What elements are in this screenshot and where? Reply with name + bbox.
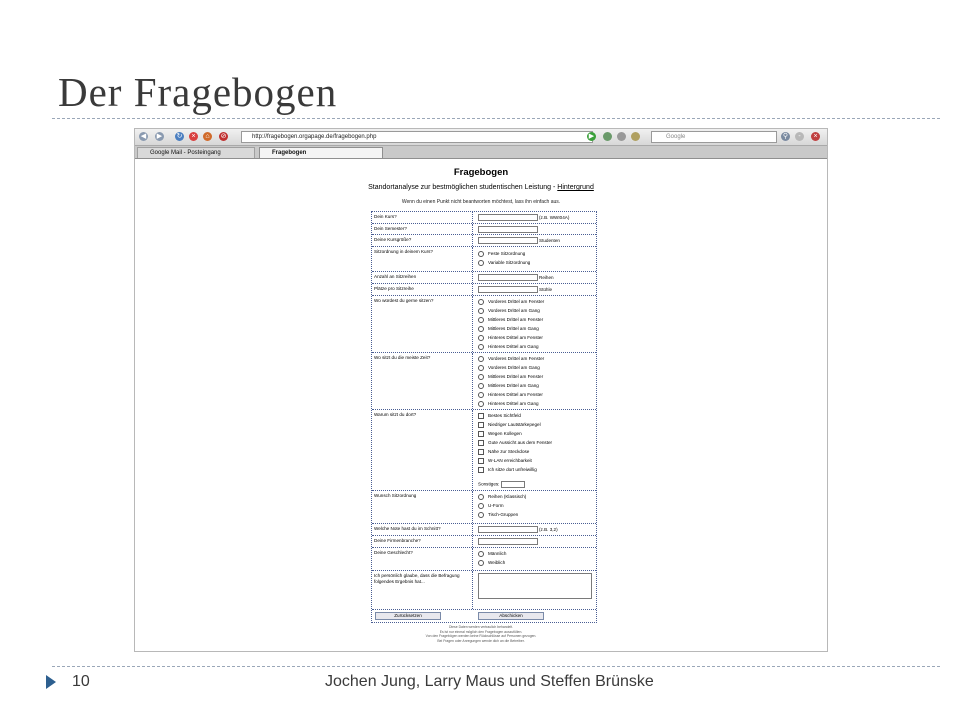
radio-button[interactable] bbox=[478, 512, 484, 518]
row-ergebnis bbox=[372, 571, 596, 610]
question-label: Ich persönlich glaube, dass die Befragung folgendes Ergebnis hat... bbox=[372, 571, 473, 609]
footer-line: Diese Daten werden vertraulich behandelt. bbox=[448, 625, 514, 629]
answer-cell bbox=[475, 571, 595, 609]
option-label: Hinteres Drittel am Gang bbox=[488, 344, 539, 350]
back-icon[interactable]: ◀ bbox=[140, 133, 147, 140]
firmen-input[interactable] bbox=[478, 538, 538, 545]
question-label: Wo würdest du gerne sitzen? bbox=[372, 296, 473, 352]
checkbox-option[interactable] bbox=[478, 413, 521, 419]
radio-option[interactable] bbox=[478, 344, 539, 350]
radio-button[interactable] bbox=[478, 560, 484, 566]
radio-option[interactable] bbox=[478, 308, 540, 314]
row-kursgroesse bbox=[372, 235, 596, 247]
form-title: Fragebogen bbox=[453, 167, 509, 178]
radio-button[interactable] bbox=[478, 494, 484, 500]
option-label: Männlich bbox=[488, 551, 507, 557]
row-sitzreihen bbox=[372, 272, 596, 284]
question-label: Wo sitzt du die meiste Zeit? bbox=[372, 353, 473, 409]
ergebnis-textarea[interactable] bbox=[478, 573, 592, 599]
top-divider bbox=[52, 118, 940, 119]
row-buttons bbox=[372, 610, 596, 621]
question-label: Deine Kursgröße? bbox=[372, 235, 473, 246]
answer-cell bbox=[475, 284, 595, 295]
option-label: Nähe zur Steckdose bbox=[488, 449, 530, 455]
questionnaire-table bbox=[371, 211, 597, 623]
kurs-suffix: (z.B. WWI04A) bbox=[539, 215, 570, 220]
addon-icon[interactable] bbox=[603, 132, 612, 141]
kurs-input[interactable] bbox=[478, 214, 538, 221]
radio-button[interactable] bbox=[478, 299, 484, 305]
option-label: Wegen Kollegen bbox=[488, 431, 522, 437]
tab-gmail[interactable]: Google Mail - Posteingang bbox=[137, 147, 255, 158]
page-number: 10 bbox=[72, 673, 90, 690]
footer-line: Von den Fragebögen werden keine Rückschlüsse auf Personen gezogen. bbox=[425, 634, 537, 639]
row-kurs bbox=[372, 212, 596, 224]
option-label: Niedriger Lautstärkepegel bbox=[488, 422, 541, 428]
question-label: Welche Note hast du im Schnitt? bbox=[372, 524, 473, 535]
radio-option[interactable] bbox=[478, 560, 505, 566]
option-label: Hinteres Drittel am Fenster bbox=[488, 392, 543, 398]
radio-button[interactable] bbox=[478, 383, 484, 389]
option-label: Feste Sitzordnung bbox=[488, 251, 526, 257]
option-label: U-Form bbox=[488, 503, 504, 509]
minimize-icon[interactable]: - bbox=[795, 132, 804, 141]
option-label: Reihen (Klassisch) bbox=[488, 494, 527, 500]
radio-option[interactable] bbox=[478, 503, 504, 509]
no-script-icon[interactable]: ⊘ bbox=[220, 133, 227, 140]
row-geschlecht bbox=[372, 548, 596, 571]
radio-option[interactable] bbox=[478, 335, 543, 341]
footer-line: Bei Fragen oder Anregungen wende dich an die Betreiber. bbox=[437, 638, 525, 643]
answer-cell bbox=[475, 272, 595, 283]
option-label: Vorderes Drittel am Fenster bbox=[488, 356, 545, 362]
triangle-bullet-icon bbox=[46, 675, 56, 689]
answer-cell bbox=[475, 353, 595, 409]
radio-button[interactable] bbox=[478, 260, 484, 266]
answer-cell bbox=[475, 224, 595, 234]
radio-option[interactable] bbox=[478, 317, 543, 323]
option-label: Bestes Sichtfeld bbox=[488, 413, 521, 419]
radio-button[interactable] bbox=[478, 356, 484, 362]
tab-bar bbox=[135, 146, 827, 159]
option-label: Hinteres Drittel am Gang bbox=[488, 401, 539, 407]
form-footer bbox=[135, 625, 827, 643]
answer-cell bbox=[475, 247, 595, 271]
submit-button[interactable]: Abschicken bbox=[478, 612, 544, 620]
answer-cell bbox=[475, 491, 595, 523]
question-label: Wunsch Sitzordnung bbox=[372, 491, 473, 523]
sitzreihen-input[interactable] bbox=[478, 274, 538, 281]
option-label: Mittleres Drittel am Gang bbox=[488, 326, 539, 332]
question-label: Anzahl an Sitzreihen bbox=[372, 272, 473, 283]
go-icon[interactable]: ▶ bbox=[588, 133, 595, 140]
close-icon[interactable]: × bbox=[811, 132, 820, 141]
checkbox[interactable] bbox=[478, 467, 484, 473]
radio-option[interactable] bbox=[478, 365, 540, 371]
row-wo-meiste bbox=[372, 353, 596, 410]
radio-option[interactable] bbox=[478, 401, 539, 407]
radio-option[interactable] bbox=[478, 299, 544, 305]
checkbox[interactable] bbox=[478, 413, 484, 419]
footer-line: Es ist nur einmal möglich den Fragebogen auszufüllen. bbox=[439, 629, 523, 634]
kursgroesse-suffix: Studenten bbox=[539, 238, 560, 243]
checkbox[interactable] bbox=[478, 422, 484, 428]
row-warum bbox=[372, 410, 596, 491]
semester-input[interactable] bbox=[478, 226, 538, 233]
sonstiges-input[interactable] bbox=[501, 481, 525, 488]
radio-option[interactable] bbox=[478, 494, 526, 500]
checkbox-option[interactable] bbox=[478, 431, 522, 437]
radio-button[interactable] bbox=[478, 308, 484, 314]
checkbox-option[interactable] bbox=[478, 449, 529, 455]
addon-icon[interactable] bbox=[631, 132, 640, 141]
search-box[interactable]: Google bbox=[651, 131, 777, 143]
row-note bbox=[372, 524, 596, 536]
radio-button[interactable] bbox=[478, 365, 484, 371]
radio-button[interactable] bbox=[478, 317, 484, 323]
bottom-divider bbox=[52, 666, 940, 667]
checkbox[interactable] bbox=[478, 449, 484, 455]
search-icon[interactable]: ⚲ bbox=[782, 133, 789, 140]
page-content bbox=[135, 159, 827, 651]
radio-option[interactable] bbox=[478, 374, 543, 380]
row-semester bbox=[372, 224, 596, 235]
form-subtitle bbox=[135, 184, 827, 191]
sitzreihen-suffix: Reihen bbox=[539, 275, 554, 280]
note-input[interactable] bbox=[478, 526, 538, 533]
radio-option[interactable] bbox=[478, 512, 518, 518]
plaetze-input[interactable] bbox=[478, 286, 538, 293]
reload-icon[interactable]: ↻ bbox=[176, 133, 183, 140]
radio-button[interactable] bbox=[478, 401, 484, 407]
row-sitzordnung bbox=[372, 247, 596, 272]
radio-button[interactable] bbox=[478, 335, 484, 341]
option-label: Weiblich bbox=[488, 560, 506, 566]
plaetze-suffix: Stühle bbox=[539, 287, 553, 292]
radio-button[interactable] bbox=[478, 374, 484, 380]
radio-option[interactable] bbox=[478, 356, 544, 362]
option-label: Vorderes Drittel am Fenster bbox=[488, 299, 545, 305]
question-label: Warum sitzt du dort? bbox=[372, 410, 473, 490]
checkbox-option[interactable] bbox=[478, 467, 537, 473]
address-bar[interactable]: http://fragebogen.orgapage.de/fragebogen.php bbox=[241, 131, 593, 143]
option-label: Hinteres Drittel am Fenster bbox=[488, 335, 543, 341]
answer-cell bbox=[475, 212, 595, 223]
row-plaetze bbox=[372, 284, 596, 296]
checkbox[interactable] bbox=[478, 431, 484, 437]
reset-button[interactable]: Zurücksetzen bbox=[375, 612, 441, 620]
browser-toolbar bbox=[135, 129, 827, 146]
answer-cell bbox=[475, 296, 595, 352]
radio-option[interactable] bbox=[478, 260, 530, 266]
browser-screenshot bbox=[134, 128, 828, 652]
question-label: Plätze pro Sitzreihe bbox=[372, 284, 473, 295]
checkbox-option[interactable] bbox=[478, 440, 552, 446]
radio-option[interactable] bbox=[478, 326, 539, 332]
answer-cell bbox=[475, 410, 595, 490]
answer-cell bbox=[475, 524, 595, 535]
option-label: W-LAN erreichbarkeit bbox=[488, 458, 532, 464]
option-label: Vorderes Drittel am Gang bbox=[488, 308, 540, 314]
checkbox[interactable] bbox=[478, 440, 484, 446]
addon-icon[interactable] bbox=[617, 132, 626, 141]
option-label: Gute Aussicht aus dem Fenster bbox=[488, 440, 553, 446]
sonstiges-label: Sonstiges: bbox=[478, 481, 500, 487]
question-label: Sitzordnung in deinem Kurs? bbox=[372, 247, 473, 271]
home-icon[interactable]: ⌂ bbox=[203, 132, 212, 141]
checkbox-option[interactable] bbox=[478, 458, 532, 464]
checkbox[interactable] bbox=[478, 458, 484, 464]
stop-icon[interactable]: × bbox=[189, 132, 198, 141]
question-label: Deine Geschlecht? bbox=[372, 548, 473, 570]
radio-button[interactable] bbox=[478, 551, 484, 557]
forward-icon[interactable]: ▶ bbox=[156, 133, 163, 140]
answer-cell bbox=[475, 235, 595, 246]
radio-option[interactable] bbox=[478, 383, 539, 389]
option-label: Vorderes Drittel am Gang bbox=[488, 365, 540, 371]
question-label: Dein Semester? bbox=[372, 224, 473, 234]
note-suffix: (z.B. 3,2) bbox=[539, 527, 558, 532]
option-label: Mittleres Drittel am Gang bbox=[488, 383, 539, 389]
row-wunsch bbox=[372, 491, 596, 524]
kursgroesse-input[interactable] bbox=[478, 237, 538, 244]
question-label: Dein Kurs? bbox=[372, 212, 473, 223]
answer-cell bbox=[475, 548, 595, 570]
radio-button[interactable] bbox=[478, 326, 484, 332]
radio-button[interactable] bbox=[478, 392, 484, 398]
option-label: Mittleres Drittel am Fenster bbox=[488, 374, 544, 380]
radio-button[interactable] bbox=[478, 344, 484, 350]
option-label: Mittleres Drittel am Fenster bbox=[488, 317, 544, 323]
answer-cell bbox=[475, 536, 595, 547]
option-label: Variable Sitzordnung bbox=[488, 260, 531, 266]
question-label: Deine Firmenbranche? bbox=[372, 536, 473, 547]
tab-fragebogen[interactable]: Fragebogen bbox=[259, 147, 383, 158]
radio-option[interactable] bbox=[478, 551, 506, 557]
option-label: Ich sitze dort unfreiwillig bbox=[488, 467, 537, 473]
slide-title: Der Fragebogen bbox=[58, 69, 338, 115]
radio-option[interactable] bbox=[478, 392, 543, 398]
subtitle-text: Standortanalyse zur bestmöglichen studentischen Leistung - bbox=[368, 184, 558, 191]
checkbox-option[interactable] bbox=[478, 422, 541, 428]
option-label: Tisch-Gruppen bbox=[488, 512, 519, 518]
radio-button[interactable] bbox=[478, 503, 484, 509]
hintergrund-link[interactable]: Hintergrund bbox=[557, 184, 594, 191]
form-hint: Wenn du einen Punkt nicht beantworten möchtest, lass ihn einfach aus. bbox=[401, 199, 561, 205]
row-wo-gerne bbox=[372, 296, 596, 353]
radio-option[interactable] bbox=[478, 251, 525, 257]
row-firmen bbox=[372, 536, 596, 548]
radio-button[interactable] bbox=[478, 251, 484, 257]
footer-authors: Jochen Jung, Larry Maus und Steffen Brünske bbox=[325, 673, 654, 690]
sonstiges-row bbox=[478, 481, 525, 488]
